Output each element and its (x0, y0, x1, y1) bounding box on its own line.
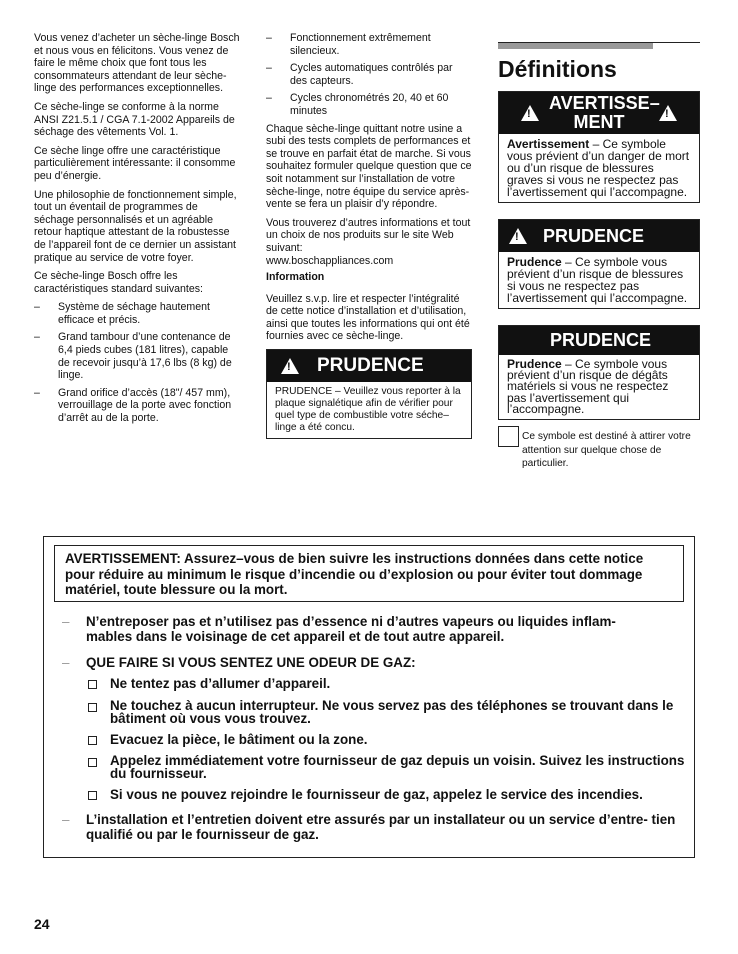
caution-header (499, 326, 699, 355)
caution-term: Prudence (507, 357, 562, 371)
gas-warning-list (44, 614, 694, 843)
caution-header (499, 220, 699, 252)
info-column (266, 32, 472, 451)
feature-list (34, 301, 240, 424)
warning-term: Avertissement (507, 137, 590, 151)
caution-header (267, 350, 471, 382)
caution-title: PRUDENCE (317, 354, 424, 376)
website-text: Vous trouverez d’autres informations et tout un choix de nos produits sur le site Web suivant: (266, 216, 471, 254)
definitions-column (498, 42, 700, 471)
testing-paragraph: Chaque sèche-linge quittant notre usine a subi des tests complets de performances et se trouve en parfait état de marche. Si vous souhaitez formuler quelque question que ce soit notamment sur l’installation de votre sèche-linge, notre équipe du service après-vente se fera un plaisir d’y répondre. (266, 122, 472, 211)
list-item: – N’entreposer pas et n’utilisez pas d’essence ni d’autres vapeurs ou liquides inflam- mables dans le voisinage de cet appareil et de tout autre appareil. (44, 614, 694, 645)
warning-triangle-icon (509, 228, 527, 244)
caution-body (499, 252, 699, 308)
caution-box (266, 349, 472, 439)
caution-title: PRUDENCE (543, 225, 645, 246)
warning-triangle-icon (521, 105, 539, 121)
caution-text: – Veuillez vous reporter à la plaque signalétique afin de vérifier pour quel type de combustible votre séche–linge a été concu. (275, 386, 461, 434)
list-item: – Grand tambour d’une contenance de 6,4 pieds cubes (181 litres), capable de recevoir jusqu’à 17,6 lbs (8 kg) de linge. (34, 331, 240, 381)
list-item: – Grand orifice d’accès (18"/ 457 mm), verrouillage de la porte avec fonction d’arrêt au de la porte. (34, 387, 240, 425)
damage-caution-box (498, 325, 700, 420)
list-item: – Fonctionnement extrêmement silencieux. (266, 32, 472, 57)
gas-step: Appelez immédiatement votre fournisseur de gaz depuis un voisin. Suivez les instructions du fournisseur. (44, 754, 694, 780)
philosophy-paragraph: Une philosophie de fonctionnement simple, tout un éventail de programmes de séchage personnalisés et un agréable retour haptique attestant de la robustesse de l’appareil font de ce dernier un assistant pratique au service de votre foyer. (34, 188, 237, 264)
gas-step: Evacuez la pièce, le bâtiment ou la zone. (44, 732, 694, 748)
features-intro: Ce sèche-linge Bosch offre les caractéristiques standard suivantes: (34, 270, 203, 295)
gas-step: Ne tentez pas d’allumer d’appareil. (44, 676, 694, 692)
caution-text: – Ce symbole vous prévient d’un risque de dégâts matériels si vous ne respectez pas l’avertissement qui l’accompagne. (507, 357, 669, 416)
feature-list-continued (266, 32, 472, 118)
note-square-icon (498, 426, 519, 447)
top-bar (498, 43, 653, 49)
caution-title: PRUDENCE (550, 330, 652, 351)
energy-paragraph: Ce sèche linge offre une caractéristique particulièrement intéressante: il consomme peu d’énergie. (34, 144, 236, 182)
warning-title: AVERTISSE– MENT (549, 93, 660, 132)
caution-body (499, 355, 699, 419)
gas-warning-header: AVERTISSEMENT: Assurez–vous de bien suivre les instructions données dans cette notice pour réduire au minimum le risque d’incendie ou d’explosion ou pour éviter tout dommage matériel, toute blessure ou la mort. (54, 545, 684, 602)
warning-text: – Ce symbole vous prévient d’un danger de mort ou d’un risque de blessures graves si vous ne respectez pas l’avertissement qui l’accompagne. (507, 137, 690, 199)
list-item: – QUE FAIRE SI VOUS SENTEZ UNE ODEUR DE GAZ: (44, 655, 694, 671)
warning-triangle-icon (281, 358, 299, 374)
list-item: – Cycles automatiques contrôlés par des capteurs. (266, 62, 472, 87)
note-definition (498, 430, 700, 471)
list-item: – Cycles chronométrés 20, 40 et 60 minutes (266, 92, 472, 117)
gas-step: Ne touchez à aucun interrupteur. Ne vous servez pas des téléphones se trouvant dans le bâtiment où vous vous trouvez. (44, 699, 694, 725)
warning-header (499, 92, 699, 134)
page-title: Définitions (498, 56, 617, 82)
caution-term: Prudence (507, 255, 562, 269)
website-link[interactable]: www.boschappliances.com (266, 254, 394, 267)
page-number: 24 (34, 916, 50, 932)
intro-paragraph: Vous venez d’acheter un sèche-linge Bosch et nous vous en félicitons. Vous venez de faire le même choix que font tous les consommateurs attendant de leur sèche-linge des performances exceptionnelles. (34, 32, 240, 95)
warning-body (499, 134, 699, 202)
intro-column (34, 32, 240, 431)
caution-text: – Ce symbole vous prévient d’un risque de blessures si vous ne respectez pas l’avertissement qui l’accompagne. (507, 255, 688, 305)
caution-body (267, 382, 471, 438)
gas-warning-block (43, 536, 695, 858)
caution-term: PRUDENCE (275, 386, 333, 398)
note-text: Ce symbole est destiné à attirer votre attention sur quelque chose de particulier. (522, 431, 691, 470)
standard-paragraph: Ce sèche-linge se conforme à la norme ANSI Z21.5.1 / CGA 7.1-2002 Appareils de séchage des vêtements Vol. 1. (34, 100, 235, 139)
gas-step: Si vous ne pouvez rejoindre le fournisseur de gaz, appelez le service des incendies. (44, 787, 694, 803)
list-item: – Système de séchage hautement efficace et précis. (34, 301, 240, 326)
warning-definition-box (498, 91, 700, 203)
information-heading: Information (266, 271, 325, 284)
caution-definition-box (498, 219, 700, 309)
warning-triangle-icon (659, 105, 677, 121)
website-paragraph (266, 217, 472, 267)
list-item: – L’installation et l’entretien doivent etre assurés par un installateur ou un service d’entre- tien qualifié ou par le fournisseur de gaz. (44, 812, 694, 843)
information-paragraph: Veuillez s.v.p. lire et respecter l’intégralité de cette notice d’installation et d’utilisation, ainsi que toutes les informations qui ont été fournies avec ce sèche-linge. (266, 292, 470, 343)
